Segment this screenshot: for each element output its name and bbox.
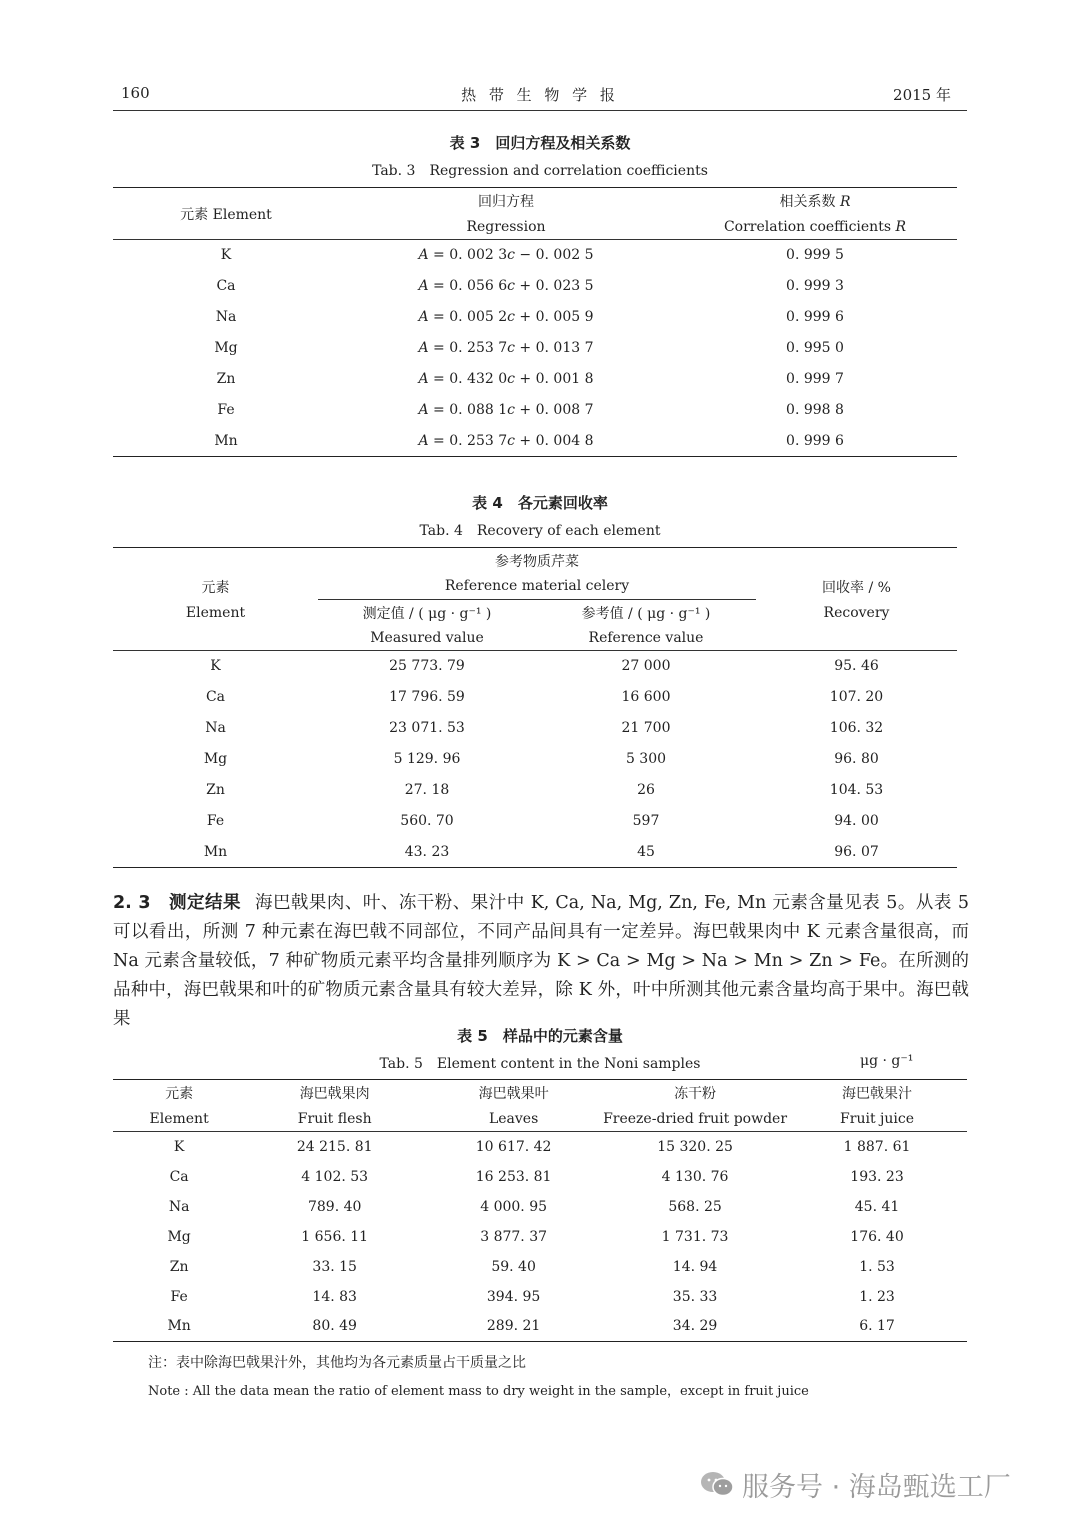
table5-cell-value: 34. 29 [672,1318,718,1335]
table3-cell-r: 0. 998 8 [786,402,844,418]
table3-title-en: Tab. 3 Regression and correlation coefficients [372,163,708,179]
table5-cell-element: Fe [170,1288,188,1305]
table4-cell-measured: 43. 23 [404,843,450,860]
table-row [113,1222,967,1252]
wechat-icon [700,1471,734,1497]
table5-cell-value: 14. 83 [312,1288,357,1305]
table5-cell-element: K [173,1138,185,1155]
table3 [113,187,957,457]
table5-title-en: Tab. 5 Element content in the Noni samples [379,1056,701,1072]
results-paragraph [113,889,969,1034]
section-text: 海巴戟果肉、叶、冻干粉、果汁中 K, Ca, Na, Mg, Zn, Fe, Mn 元素含量见表 5。从表 5 可以看出，所测 7 种元素在海巴戟不同部位，不同产品间具有一定差异。海巴戟果肉中 K 元素含量很高，而 Na 元素含量较低，7 种矿物质元素平均含量排列顺序为 K > Ca > Mg > Na > Mn > Zn > Fe。在所测的品种中，海巴戟果和叶的矿物质元素含量具有较大差异，除 K 外，叶中所测其他元素含量均高于果中。海巴戟果 [113,893,970,1029]
table-row [113,1162,967,1192]
table-row [113,1312,967,1342]
table4 [113,547,957,868]
table4-cell-reference: 5 300 [625,751,667,767]
table4-cell-measured: 560. 70 [400,813,454,829]
table-row [113,364,957,395]
table4-cell-recovery: 94. 00 [834,813,879,829]
table5-cell-value: 24 215. 81 [296,1138,373,1155]
table3-cell-element: Mg [214,340,238,356]
table5-cell-element: Na [168,1198,190,1215]
table-row [113,302,957,333]
table5-cell-value: 394. 95 [486,1288,541,1305]
table4-cell-reference: 21 700 [621,720,671,736]
table4-cell-recovery: 107. 20 [829,689,884,705]
table-row [113,271,957,302]
table4-header-measured-en: Measured value [370,629,484,646]
table5-header-zh: 海巴戟果叶 [478,1086,549,1103]
table-row [113,651,957,682]
table3-cell-element: Fe [217,402,235,418]
table5-cell-value: 45. 41 [854,1198,900,1215]
table3-cell-r: 0. 999 6 [786,432,844,449]
table4-group-header-zh: 参考物质芹菜 [495,553,579,570]
table4-cell-recovery: 95. 46 [834,658,879,675]
table5-header-en: Fruit juice [840,1110,914,1127]
table3-cell-element: K [220,247,232,264]
table5-header-en: Fruit flesh [297,1110,372,1127]
table5-cell-value: 15 320. 25 [657,1138,733,1155]
table4-cell-recovery: 106. 32 [829,720,884,736]
table4-cell-recovery: 96. 80 [834,751,879,767]
table5-cell-value: 35. 33 [672,1288,718,1305]
table-row [113,744,957,775]
table3-cell-r: 0. 999 7 [786,371,844,387]
table-row [113,333,957,364]
table-row [113,837,957,868]
table5-title-zh: 表 5 样品中的元素含量 [457,1027,623,1045]
table5-cell-value: 1 731. 73 [661,1228,729,1245]
table-row [113,806,957,837]
table5-cell-value: 16 253. 81 [475,1168,552,1185]
table-row [113,1252,967,1282]
table5-cell-value: 1. 23 [859,1288,895,1305]
table5-header-zh: 冻干粉 [674,1086,717,1103]
table-row [113,1192,967,1222]
table-row [113,426,957,457]
table3-header-r-en: Correlation coefficients R [723,218,907,235]
table3-cell-regression: A = 0. 253 7c + 0. 013 7 [418,340,594,356]
table3-cell-regression: A = 0. 005 2c + 0. 005 9 [418,309,594,325]
table4-cell-measured: 23 071. 53 [389,720,465,736]
table5-header-en: Freeze-dried fruit powder [603,1110,788,1127]
section-heading: 2. 3 测定结果 [113,893,241,913]
table4-header-measured-zh: 测定值 / ( μg · g⁻¹ ) [362,605,492,622]
table4-cell-recovery: 96. 07 [834,843,879,860]
table5-cell-value: 6. 17 [859,1318,895,1335]
table3-header-regression-zh: 回归方程 [478,194,534,211]
table3-cell-regression: A = 0. 432 0c + 0. 001 8 [418,371,594,387]
table4-cell-element: K [210,658,221,675]
table5-cell-value: 1. 53 [859,1258,895,1275]
table5-header-zh: 元素 [165,1086,194,1103]
table5-cell-value: 289. 21 [486,1318,541,1335]
table-row [113,713,957,744]
table4-cell-reference: 26 [637,782,655,798]
table5-cell-value: 4 130. 76 [661,1168,729,1185]
table5-cell-value: 14. 94 [672,1258,718,1275]
table5-note-en: Note : All the data mean the ratio of element mass to dry weight in the sample，except in fruit juice [148,1384,809,1399]
table3-cell-regression: A = 0. 002 3c − 0. 002 5 [418,247,594,264]
publication-year: 2015 年 [893,86,951,104]
table5-cell-value: 1 887. 61 [843,1138,911,1155]
table-row [113,1132,967,1162]
table3-cell-r: 0. 999 3 [786,278,844,294]
table4-header-element-en: Element [185,604,246,621]
page-number: 160 [121,84,150,102]
journal-name: 热 带 生 物 学 报 [461,86,619,104]
table5-cell-value: 1 656. 11 [301,1228,369,1245]
table4-cell-reference: 16 600 [621,689,671,705]
table4-header-recovery-en: Recovery [823,604,890,621]
table3-cell-element: Na [215,309,237,325]
watermark [700,1462,1011,1506]
table4-cell-element: Na [205,720,226,736]
table-row [113,395,957,426]
table3-cell-r: 0. 999 5 [786,247,844,264]
table4-cell-element: Fe [206,813,225,829]
table5-cell-value: 59. 40 [491,1258,536,1275]
table4-cell-reference: 45 [637,843,655,860]
table5 [113,1079,967,1342]
table4-title-zh: 表 4 各元素回收率 [472,494,608,512]
table4-header-reference-zh: 参考值 / ( μg · g⁻¹ ) [581,605,711,622]
table3-cell-regression: A = 0. 253 7c + 0. 004 8 [418,432,594,449]
table4-cell-measured: 5 129. 96 [393,751,461,767]
table3-cell-element: Ca [216,278,236,294]
table5-cell-value: 4 000. 95 [480,1198,548,1215]
table-row [113,682,957,713]
running-head [113,84,967,108]
table5-cell-value: 4 102. 53 [301,1168,369,1185]
header-rule [113,110,967,111]
table3-header-regression-en: Regression [466,218,546,235]
table4-cell-element: Mn [203,843,228,860]
table-row [113,1282,967,1312]
table5-cell-value: 10 617. 42 [475,1138,552,1155]
table4-cell-reference: 27 000 [621,658,671,675]
table5-cell-value: 3 877. 37 [480,1228,548,1245]
table4-group-header-en: Reference material celery [318,574,756,600]
table5-header-zh: 海巴戟果汁 [842,1086,913,1103]
table4-cell-reference: 597 [632,813,660,829]
table4-header-element-zh: 元素 [201,579,230,596]
table4-header-recovery-zh: 回收率 / % [822,579,891,596]
table3-cell-r: 0. 999 6 [786,309,844,325]
table4-cell-measured: 27. 18 [404,782,450,798]
table5-cell-value: 80. 49 [312,1318,357,1335]
table4-cell-measured: 25 773. 79 [389,658,465,675]
table5-cell-element: Ca [169,1168,189,1185]
table3-header-element: 元素 Element [113,188,339,240]
table5-cell-value: 176. 40 [850,1228,904,1245]
table4-cell-element: Mg [203,751,228,767]
table4-cell-element: Ca [205,689,226,705]
table5-header-en: Leaves [488,1110,539,1127]
table4-cell-element: Zn [206,782,225,798]
table5-cell-element: Mg [167,1228,191,1245]
table4-cell-measured: 17 796. 59 [389,689,465,705]
table-row [113,775,957,806]
table3-title-zh: 表 3 回归方程及相关系数 [449,134,631,152]
table-row [113,240,957,271]
table5-note-zh: 注：表中除海巴戟果汁外，其他均为各元素质量占干质量之比 [148,1355,526,1371]
table4-header-reference-en: Reference value [588,629,704,646]
table4-cell-recovery: 104. 53 [829,782,884,798]
table5-cell-value: 33. 15 [312,1258,357,1275]
table5-header-zh: 海巴戟果肉 [299,1086,370,1103]
table5-cell-value: 193. 23 [850,1168,904,1185]
table5-cell-value: 568. 25 [668,1198,722,1215]
table4-title-en: Tab. 4 Recovery of each element [419,523,661,539]
table5-header-en: Element [149,1110,209,1127]
watermark-text: 服务号 · 海岛甄选工厂 [742,1471,1011,1503]
table5-cell-element: Zn [169,1258,189,1275]
table3-cell-element: Zn [216,371,236,387]
table5-cell-value: 789. 40 [307,1198,362,1215]
table3-cell-regression: A = 0. 088 1c + 0. 008 7 [418,402,594,418]
table3-cell-element: Mn [214,432,238,449]
table5-unit: μg · g⁻¹ [860,1053,914,1069]
table3-cell-r: 0. 995 0 [786,340,844,356]
table3-cell-regression: A = 0. 056 6c + 0. 023 5 [418,278,594,294]
table3-header-r-zh: 相关系数 R [779,194,851,211]
table5-cell-element: Mn [167,1318,191,1335]
